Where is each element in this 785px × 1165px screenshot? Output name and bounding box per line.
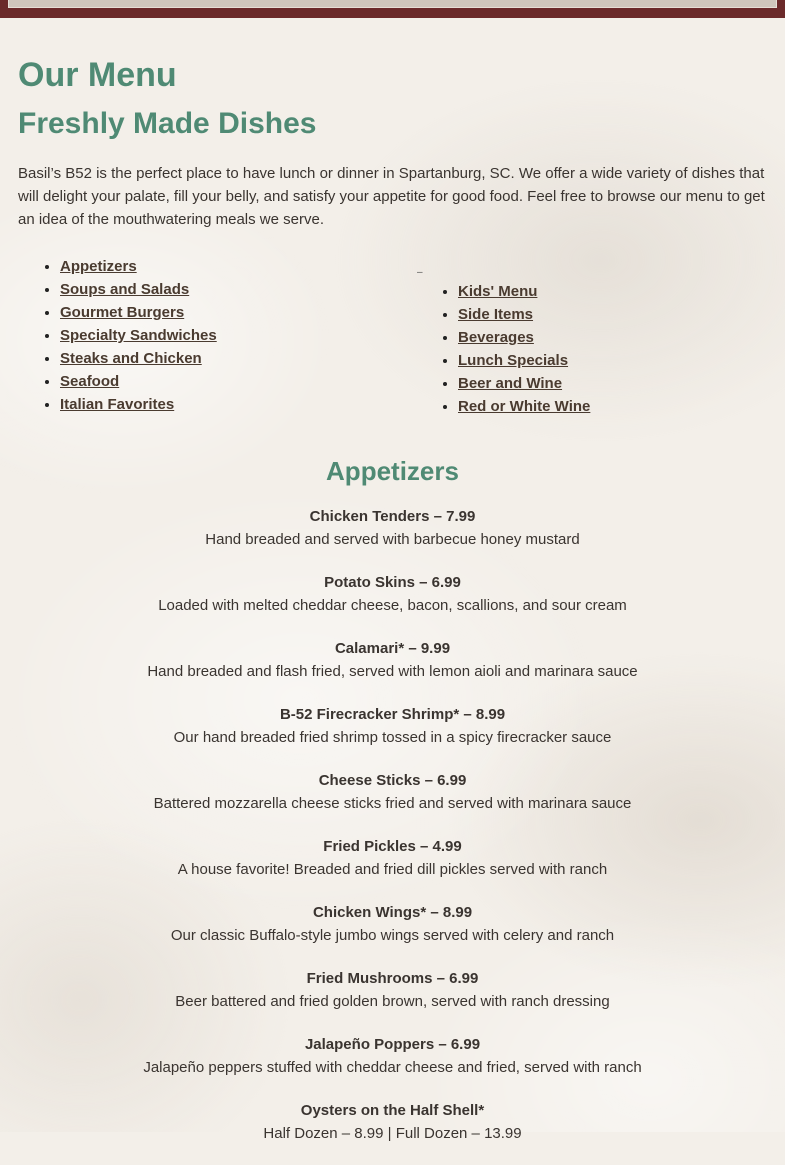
- menu-item: [0, 703, 785, 769]
- menu-item-description: Our classic Buffalo-style jumbo wings served with celery and ranch: [170, 927, 615, 944]
- nav-link-beverages[interactable]: Beverages: [458, 329, 534, 346]
- menu-item-description: Hand breaded and flash fried, served with lemon aioli and marinara sauce: [147, 663, 638, 680]
- nav-item-kids-menu: [458, 280, 590, 303]
- menu-item: [0, 637, 785, 703]
- nav-item-side-items: [458, 303, 590, 326]
- nav-link-specialty-sandwiches[interactable]: Specialty Sandwiches: [60, 327, 217, 344]
- nav-item-specialty-sandwiches: [60, 324, 217, 347]
- menu-nav-right-column: [416, 280, 590, 418]
- menu-item-name: Cheese Sticks – 6.99: [318, 772, 467, 789]
- main-content: [18, 56, 767, 435]
- menu-nav-left-column: [18, 255, 217, 416]
- menu-item-description: Half Dozen – 8.99 | Full Dozen – 13.99: [263, 1125, 522, 1142]
- menu-item: [0, 901, 785, 967]
- menu-item-name: Fried Pickles – 4.99: [323, 838, 462, 855]
- menu-item: [0, 835, 785, 901]
- nav-item-italian-favorites: [60, 393, 217, 416]
- nav-link-appetizers[interactable]: Appetizers: [60, 258, 137, 275]
- nav-link-italian-favorites[interactable]: Italian Favorites: [60, 396, 175, 413]
- menu-item-name: Potato Skins – 6.99: [324, 574, 461, 591]
- nav-link-side-items[interactable]: Side Items: [458, 306, 534, 323]
- nav-link-lunch-specials[interactable]: Lunch Specials: [458, 352, 569, 369]
- menu-category-nav: [18, 255, 767, 435]
- menu-item-description: Jalapeño peppers stuffed with cheddar cheese and fried, served with ranch: [143, 1059, 642, 1076]
- menu-item-description: Loaded with melted cheddar cheese, bacon, scallions, and sour cream: [158, 597, 627, 614]
- menu-item-name: Chicken Wings* – 8.99: [312, 904, 473, 921]
- nav-item-gourmet-burgers: [60, 301, 217, 324]
- nav-item-lunch-specials: [458, 349, 590, 372]
- nav-link-red-or-white-wine[interactable]: Red or White Wine: [458, 398, 591, 415]
- menu-item-name: Fried Mushrooms – 6.99: [306, 970, 479, 987]
- menu-item-description: Our hand breaded fried shrimp tossed in a spicy firecracker sauce: [173, 729, 612, 746]
- nav-link-beer-and-wine[interactable]: Beer and Wine: [458, 375, 563, 392]
- page-title: Our Menu: [18, 56, 177, 94]
- menu-item: [0, 505, 785, 571]
- nav-item-red-or-white-wine: [458, 395, 590, 418]
- top-header-inner-panel: [8, 0, 777, 8]
- menu-item-name: Oysters on the Half Shell*: [300, 1102, 485, 1119]
- nav-item-beer-and-wine: [458, 372, 590, 395]
- menu-item-description: A house favorite! Breaded and fried dill pickles served with ranch: [177, 861, 608, 878]
- menu-item-name: Chicken Tenders – 7.99: [309, 508, 476, 525]
- page-subtitle: Freshly Made Dishes: [18, 107, 317, 140]
- nav-item-soups-and-salads: [60, 278, 217, 301]
- nav-item-beverages: [458, 326, 590, 349]
- top-header-bar: [0, 0, 785, 18]
- menu-item-description: Beer battered and fried golden brown, served with ranch dressing: [175, 993, 610, 1010]
- menu-item-name: Calamari* – 9.99: [334, 640, 451, 657]
- menu-item: [0, 1099, 785, 1165]
- nav-link-soups-and-salads[interactable]: Soups and Salads: [60, 281, 190, 298]
- nav-link-gourmet-burgers[interactable]: Gourmet Burgers: [60, 304, 185, 321]
- section-title-appetizers: Appetizers: [326, 456, 459, 486]
- nav-link-seafood[interactable]: Seafood: [60, 373, 120, 390]
- nav-item-steaks-and-chicken: [60, 347, 217, 370]
- nav-item-seafood: [60, 370, 217, 393]
- intro-paragraph: Basil’s B52 is the perfect place to have lunch or dinner in Spartanburg, SC. We offer a wide variety of dishes that will delight your palate, fill your belly, and satisfy your appetite for good food. Feel free to browse our menu to get an idea of the mouthwatering meals we serve.: [18, 165, 765, 228]
- appetizer-list: [0, 505, 785, 1165]
- menu-item-description: Hand breaded and served with barbecue honey mustard: [205, 531, 580, 548]
- nav-column-marker: –: [417, 267, 423, 278]
- menu-item-name: Jalapeño Poppers – 6.99: [304, 1036, 481, 1053]
- nav-item-appetizers: [60, 255, 217, 278]
- menu-item: [0, 769, 785, 835]
- menu-item: [0, 571, 785, 637]
- menu-item-description: Battered mozzarella cheese sticks fried and served with marinara sauce: [153, 795, 632, 812]
- nav-link-kids-menu[interactable]: Kids' Menu: [458, 283, 538, 300]
- menu-item-name: B-52 Firecracker Shrimp* – 8.99: [279, 706, 506, 723]
- nav-link-steaks-and-chicken[interactable]: Steaks and Chicken: [60, 350, 202, 367]
- menu-item: [0, 1033, 785, 1099]
- menu-item: [0, 967, 785, 1033]
